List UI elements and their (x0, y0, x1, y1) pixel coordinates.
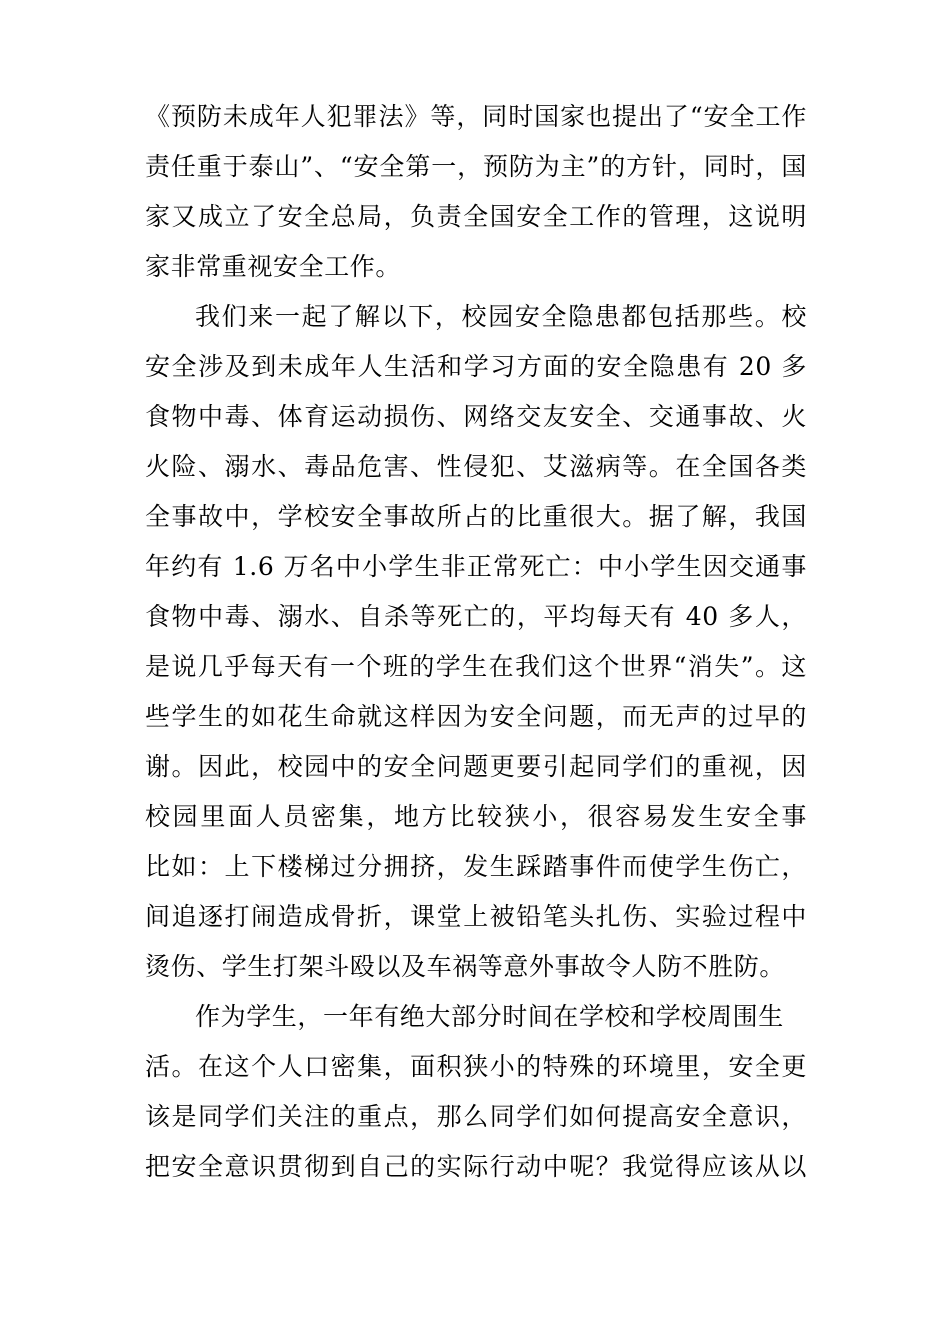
paragraph-line: 把安全意识贯彻到自己的实际行动中呢？我觉得应该从以 (145, 1152, 807, 1181)
paragraph-line: 《预防未成年人犯罪法》等，同时国家也提出了“安全工作 (145, 102, 807, 131)
paragraph-line: 食物中毒、溺水、自杀等死亡的，平均每天有 40 多人， (145, 602, 807, 631)
paragraph-line: 作为学生，一年有绝大部分时间在学校和学校周围生 (195, 1002, 784, 1031)
paragraph-line: 比如：上下楼梯过分拥挤，发生踩踏事件而使学生伤亡， (145, 852, 807, 881)
paragraph-2 (145, 292, 807, 992)
paragraph-line: 间追逐打闹造成骨折，课堂上被铅笔头扎伤、实验过程中 (145, 902, 807, 931)
paragraph-line: 是说几乎每天有一个班的学生在我们这个世界“消失”。这 (145, 652, 807, 681)
paragraph-line: 该是同学们关注的重点，那么同学们如何提高安全意识， (145, 1102, 807, 1131)
paragraph-line: 谢。因此，校园中的安全问题更要引起同学们的重视，因 (145, 752, 807, 781)
paragraph-line: 年约有 1.6 万名中小学生非正常死亡：中小学生因交通事 (145, 552, 807, 581)
paragraph-line: 活。在这个人口密集，面积狭小的特殊的环境里，安全更 (145, 1052, 807, 1081)
paragraph-line: 烫伤、学生打架斗殴以及车祸等意外事故令人防不胜防。 (145, 952, 786, 981)
paragraph-line: 安全涉及到未成年人生活和学习方面的安全隐患有 20 多 (145, 352, 807, 381)
paragraph-line: 责任重于泰山”、“安全第一，预防为主”的方针，同时，国 (145, 152, 807, 181)
paragraph-line: 家非常重视安全工作。 (145, 252, 402, 281)
paragraph-line: 些学生的如花生命就这样因为安全问题，而无声的过早的 (145, 702, 807, 731)
paragraph-1 (145, 92, 807, 292)
body-text (145, 92, 807, 1192)
paragraph-line: 食物中毒、体育运动损伤、网络交友安全、交通事故、火 (145, 402, 807, 431)
paragraph-line: 火险、溺水、毒品危害、性侵犯、艾滋病等。在全国各类 (145, 452, 807, 481)
paragraph-line: 我们来一起了解以下，校园安全隐患都包括那些。校 (195, 302, 807, 331)
paragraph-line: 校园里面人员密集，地方比较狭小，很容易发生安全事 (145, 802, 807, 831)
paragraph-3 (145, 992, 807, 1192)
paragraph-line: 家又成立了安全总局，负责全国安全工作的管理，这说明 (145, 202, 807, 231)
paragraph-line: 全事故中，学校安全事故所占的比重很大。据了解，我国 (145, 502, 807, 531)
